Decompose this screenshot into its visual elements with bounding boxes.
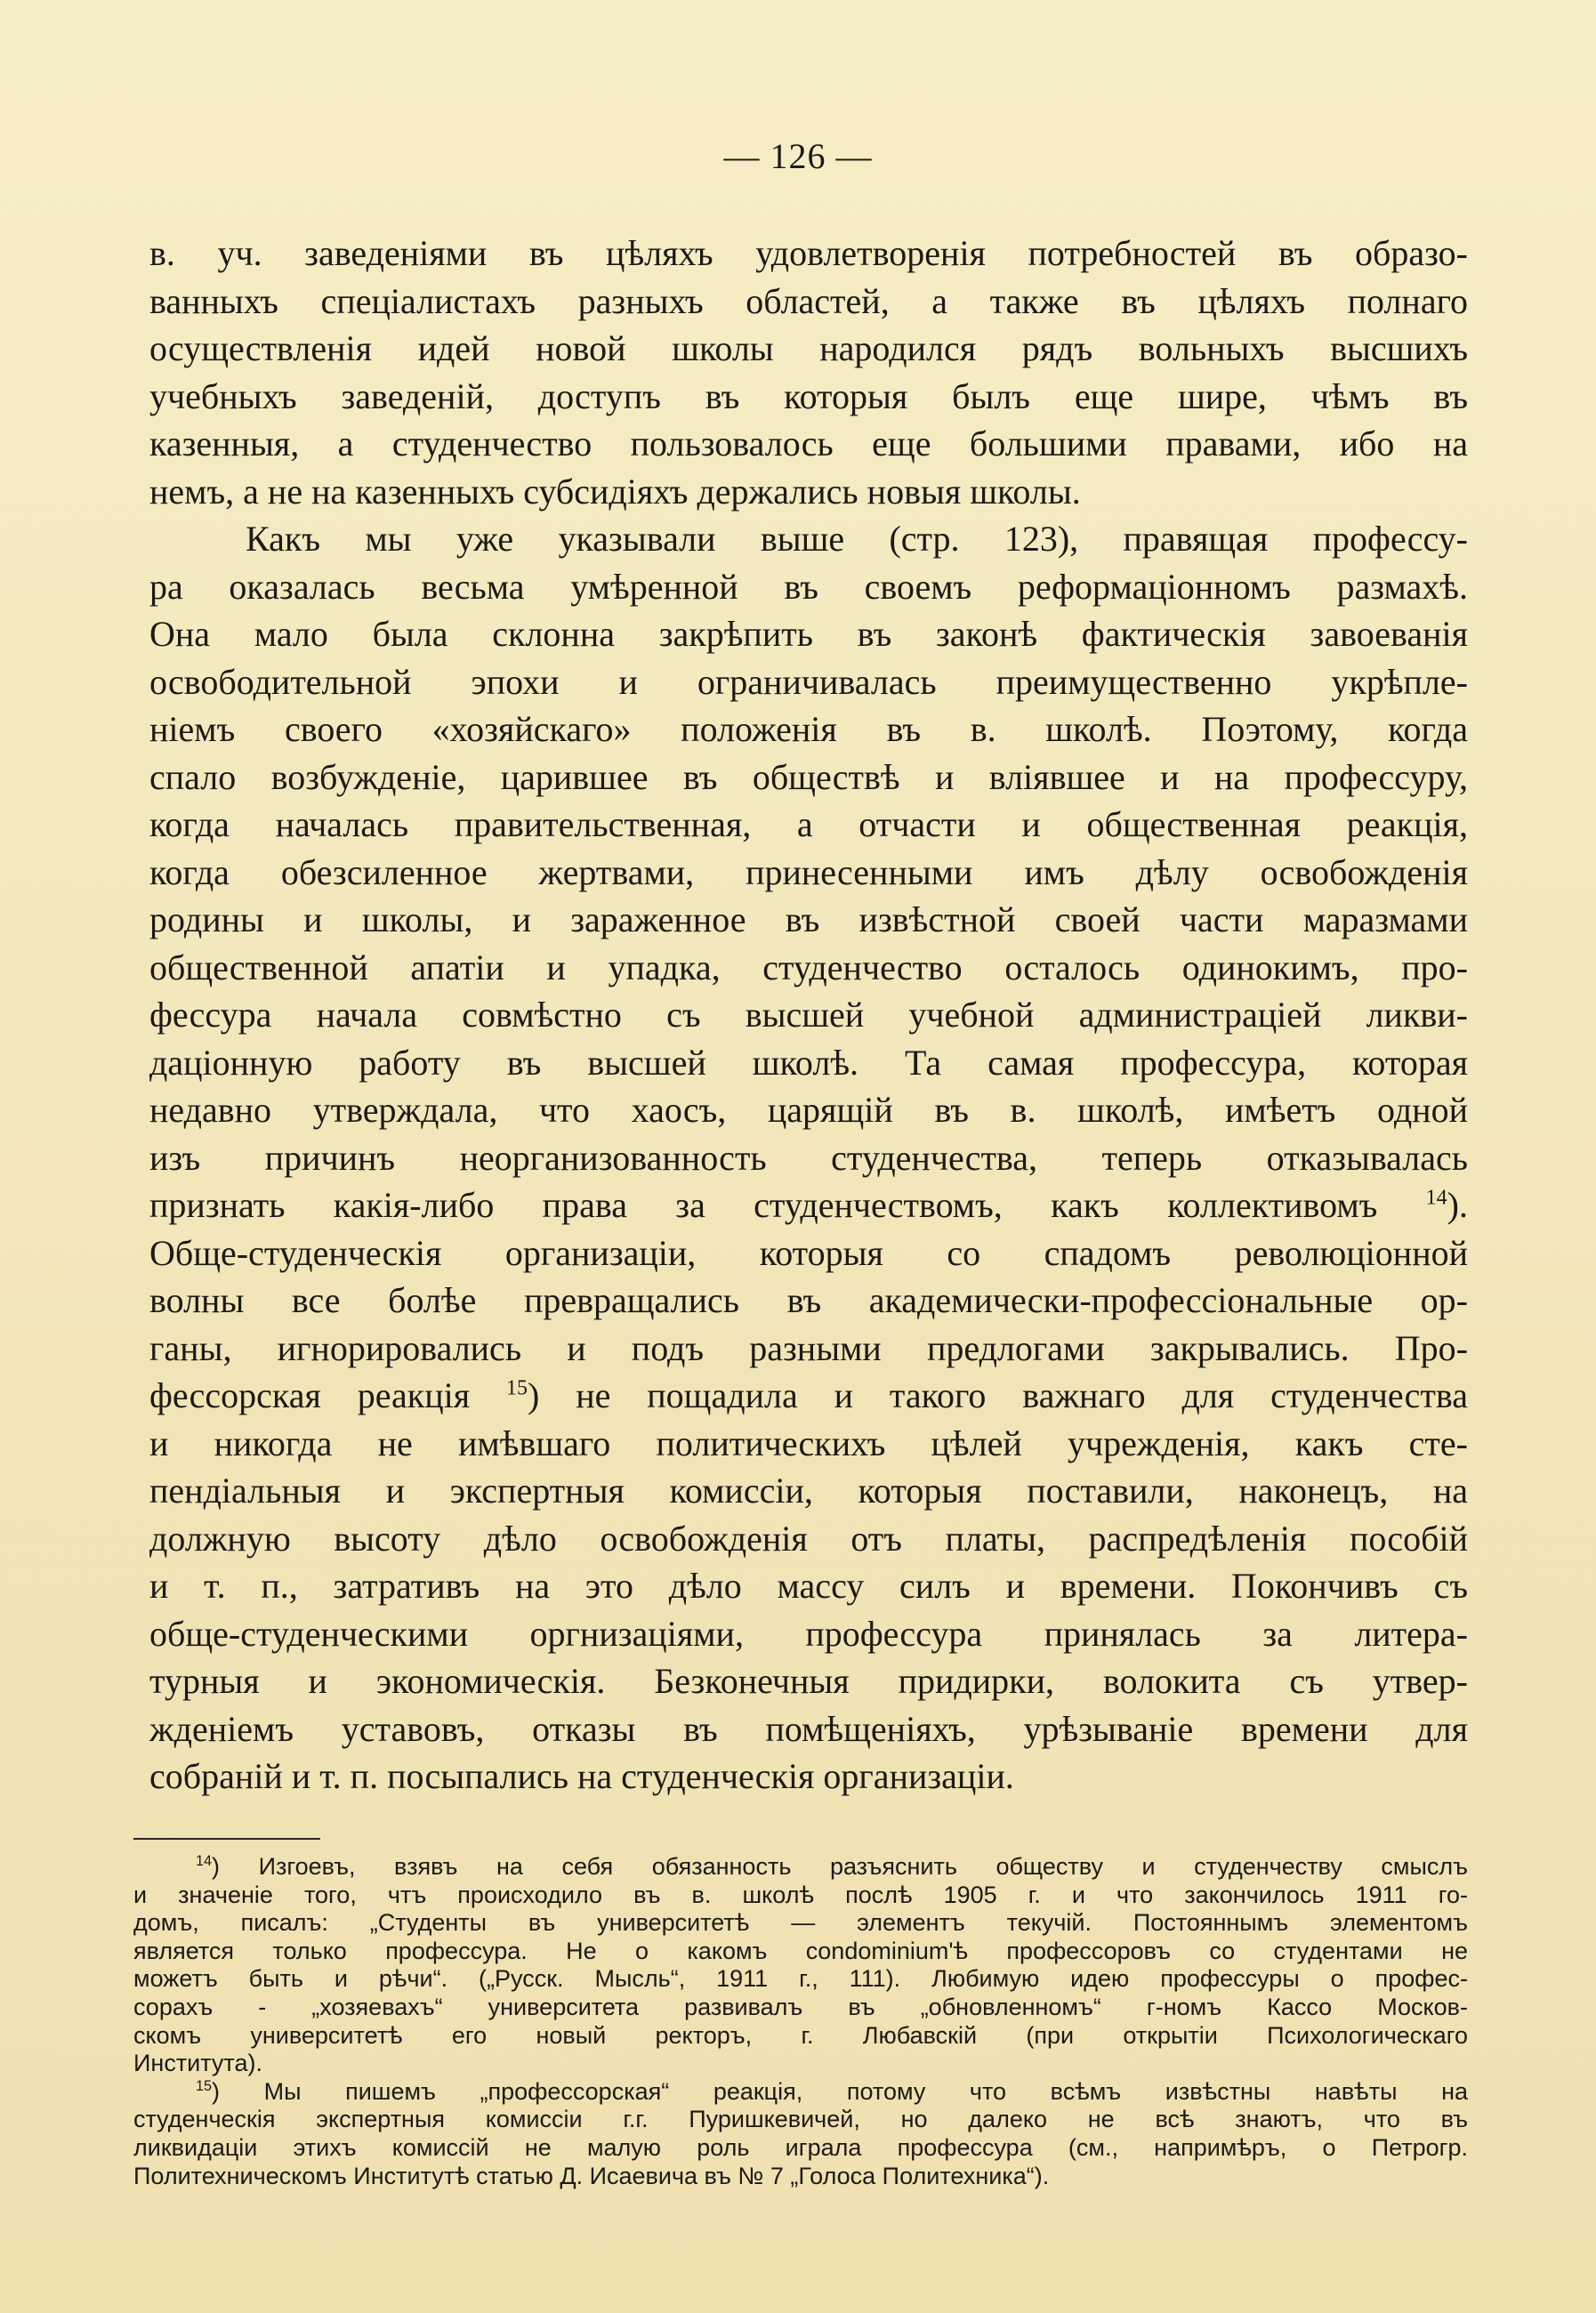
text-line: в. уч. заведеніями въ цѣляхъ удовлетворенія потребностей въ образо- <box>149 233 1468 273</box>
text-segment: фессорская реакція <box>149 1375 471 1415</box>
text-line: пендіальныя и экспертныя комиссіи, которыя поставили, наконецъ, на <box>149 1471 1468 1511</box>
footnote-15-line <box>133 2078 1468 2107</box>
text-line: спало возбужденіе, царившее въ обществѣ и вліявшее и на профессуру, <box>149 756 1468 797</box>
text-line: родины и школы, и зараженное въ извѣстной своей части маразмами <box>149 899 1468 939</box>
footnote-divider <box>133 1838 320 1840</box>
text-line: изъ причинъ неорганизованность студенчества, теперь отказывалась <box>149 1137 1468 1178</box>
text-line: осуществленія идей новой школы народился рядъ вольныхъ высшихъ <box>149 328 1468 368</box>
footnote-marker-15: 15 <box>196 2077 213 2094</box>
text-line: ганы, игнорировались и подъ разными предлогами закрывались. Про- <box>149 1327 1468 1368</box>
text-line: волны все болѣе превращались въ академически-профессіональные ор- <box>149 1280 1468 1320</box>
text-line: ра оказалась весьма умѣренной въ своемъ реформаціонномъ размахѣ. <box>149 566 1468 607</box>
footnote-15-line: Политехническомъ Институтѣ статью Д. Исаевича въ № 7 „Голоса Политехника“). <box>133 2162 1050 2189</box>
text-line: недавно утверждала, что хаосъ, царящій въ в. школѣ, имѣетъ одной <box>149 1090 1468 1130</box>
footnote-15-line: студенческія экспертныя комиссіи г.г. Пуришкевичей, но далеко не всѣ знаютъ, что въ <box>133 2106 1468 2133</box>
footnote-ref-14: 14 <box>1425 1186 1447 1210</box>
text-line: фессура начала совмѣстно съ высшей учебной администраціей ликви- <box>149 995 1468 1035</box>
text-line: должную высоту дѣло освобожденія отъ платы, распредѣленія пособій <box>149 1518 1468 1559</box>
footnote-14-line: и значеніе того, чтъ происходило въ в. школѣ послѣ 1905 г. и что закончилось 1911 го- <box>133 1881 1468 1908</box>
text-line-with-footnote-ref <box>149 1181 1468 1229</box>
footnote-text: ) Изгоевъ, взявъ на себя обязанность разъяснить обществу и студенчеству смыслъ <box>212 1853 1468 1880</box>
footnote-15-line: ликвидаціи этихъ комиссій не малую роль играла профессура (см., напримѣръ, о Петрогр. <box>133 2133 1468 2161</box>
text-line: освободительной эпохи и ограничивалась преимущественно укрѣпле- <box>149 661 1468 702</box>
text-line: учебныхъ заведеній, доступъ въ которыя былъ еще шире, чѣмъ въ <box>149 375 1468 416</box>
text-line: немъ, а не на казенныхъ субсидіяхъ держались новыя школы. <box>149 471 1081 512</box>
footnotes <box>133 1853 1468 2190</box>
footnote-14-line <box>133 1853 1468 1882</box>
footnote-14-line: можетъ быть и рѣчи“. („Русск. Мысль“, 1911 г., 111). Любимую идею профессуры о профес- <box>133 1965 1468 1993</box>
text-line-with-footnote-ref <box>149 1372 1468 1420</box>
text-line: и т. п., затративъ на это дѣло массу силъ и времени. Покончивъ съ <box>149 1566 1468 1606</box>
footnote-14-line: Института). <box>133 2050 263 2077</box>
text-line: когда обезсиленное жертвами, принесенными имъ дѣлу освобожденія <box>149 851 1468 892</box>
footnote-text: ) Мы пишемъ „профессорская“ реакція, потому что всѣмъ извѣстны навѣты на <box>212 2077 1468 2105</box>
text-segment: ) не пощадила и такого важнаго для студенчества <box>528 1375 1468 1415</box>
text-line: собраній и т. п. посыпались на студенческія организаціи. <box>149 1756 1014 1796</box>
text-line: общественной апатіи и упадка, студенчество осталось одинокимъ, про- <box>149 947 1468 987</box>
footnote-14-line: скомъ университетѣ его новый ректоръ, г. Любавскій (при открытіи Психологическаго <box>133 2021 1468 2049</box>
text-line: жденіемъ уставовъ, отказы въ помѣщеніяхъ, урѣзываніе времени для <box>149 1708 1468 1749</box>
main-text <box>149 230 1468 1801</box>
text-line: и никогда не имѣвшаго политическихъ цѣлей учрежденія, какъ сте- <box>149 1422 1468 1463</box>
text-line: обще-студенческими оргнизаціями, профессура принялась за литера- <box>149 1613 1468 1654</box>
text-line: ванныхъ спеціалистахъ разныхъ областей, а также въ цѣляхъ полнаго <box>149 280 1468 321</box>
footnote-marker-14: 14 <box>196 1853 213 1869</box>
page-number: — 126 — <box>723 136 873 176</box>
text-line: казенныя, а студенчество пользовалось еще большими правами, ибо на <box>149 423 1468 463</box>
text-line: ніемъ своего «хозяйскаго» положенія въ в. школѣ. Поэтому, когда <box>149 709 1468 749</box>
text-line: Обще-студенческія организаціи, которыя со спадомъ революціонной <box>149 1232 1468 1273</box>
text-line: даціонную работу въ высшей школѣ. Та самая профессура, которая <box>149 1042 1468 1083</box>
text-segment: признать какія-либо права за студенчествомъ, какъ коллективомъ <box>149 1185 1378 1225</box>
footnote-14-line: сорахъ - „хозяевахъ“ университета развивалъ въ „обновленномъ“ г-номъ Кассо Москов- <box>133 1993 1468 2020</box>
text-line: турныя и экономическія. Безконечныя придирки, волокита съ утвер- <box>149 1661 1468 1701</box>
text-line: когда началась правительственная, а отчасти и общественная реакція, <box>149 804 1468 844</box>
text-segment: ). <box>1447 1185 1468 1225</box>
footnote-14-line: домъ, писалъ: „Студенты въ университетѣ — элементъ текучій. Постояннымъ элементомъ <box>133 1909 1468 1937</box>
text-line: Какъ мы уже указывали выше (стр. 123), правящая профессу- <box>246 519 1468 559</box>
text-line: Она мало была склонна закрѣпить въ законѣ фактическія завоеванія <box>149 614 1468 654</box>
footnote-ref-15: 15 <box>506 1376 528 1400</box>
footnote-14-line: является только профессура. Не о какомъ condominium'ѣ профессоровъ со студентами не <box>133 1937 1468 1964</box>
